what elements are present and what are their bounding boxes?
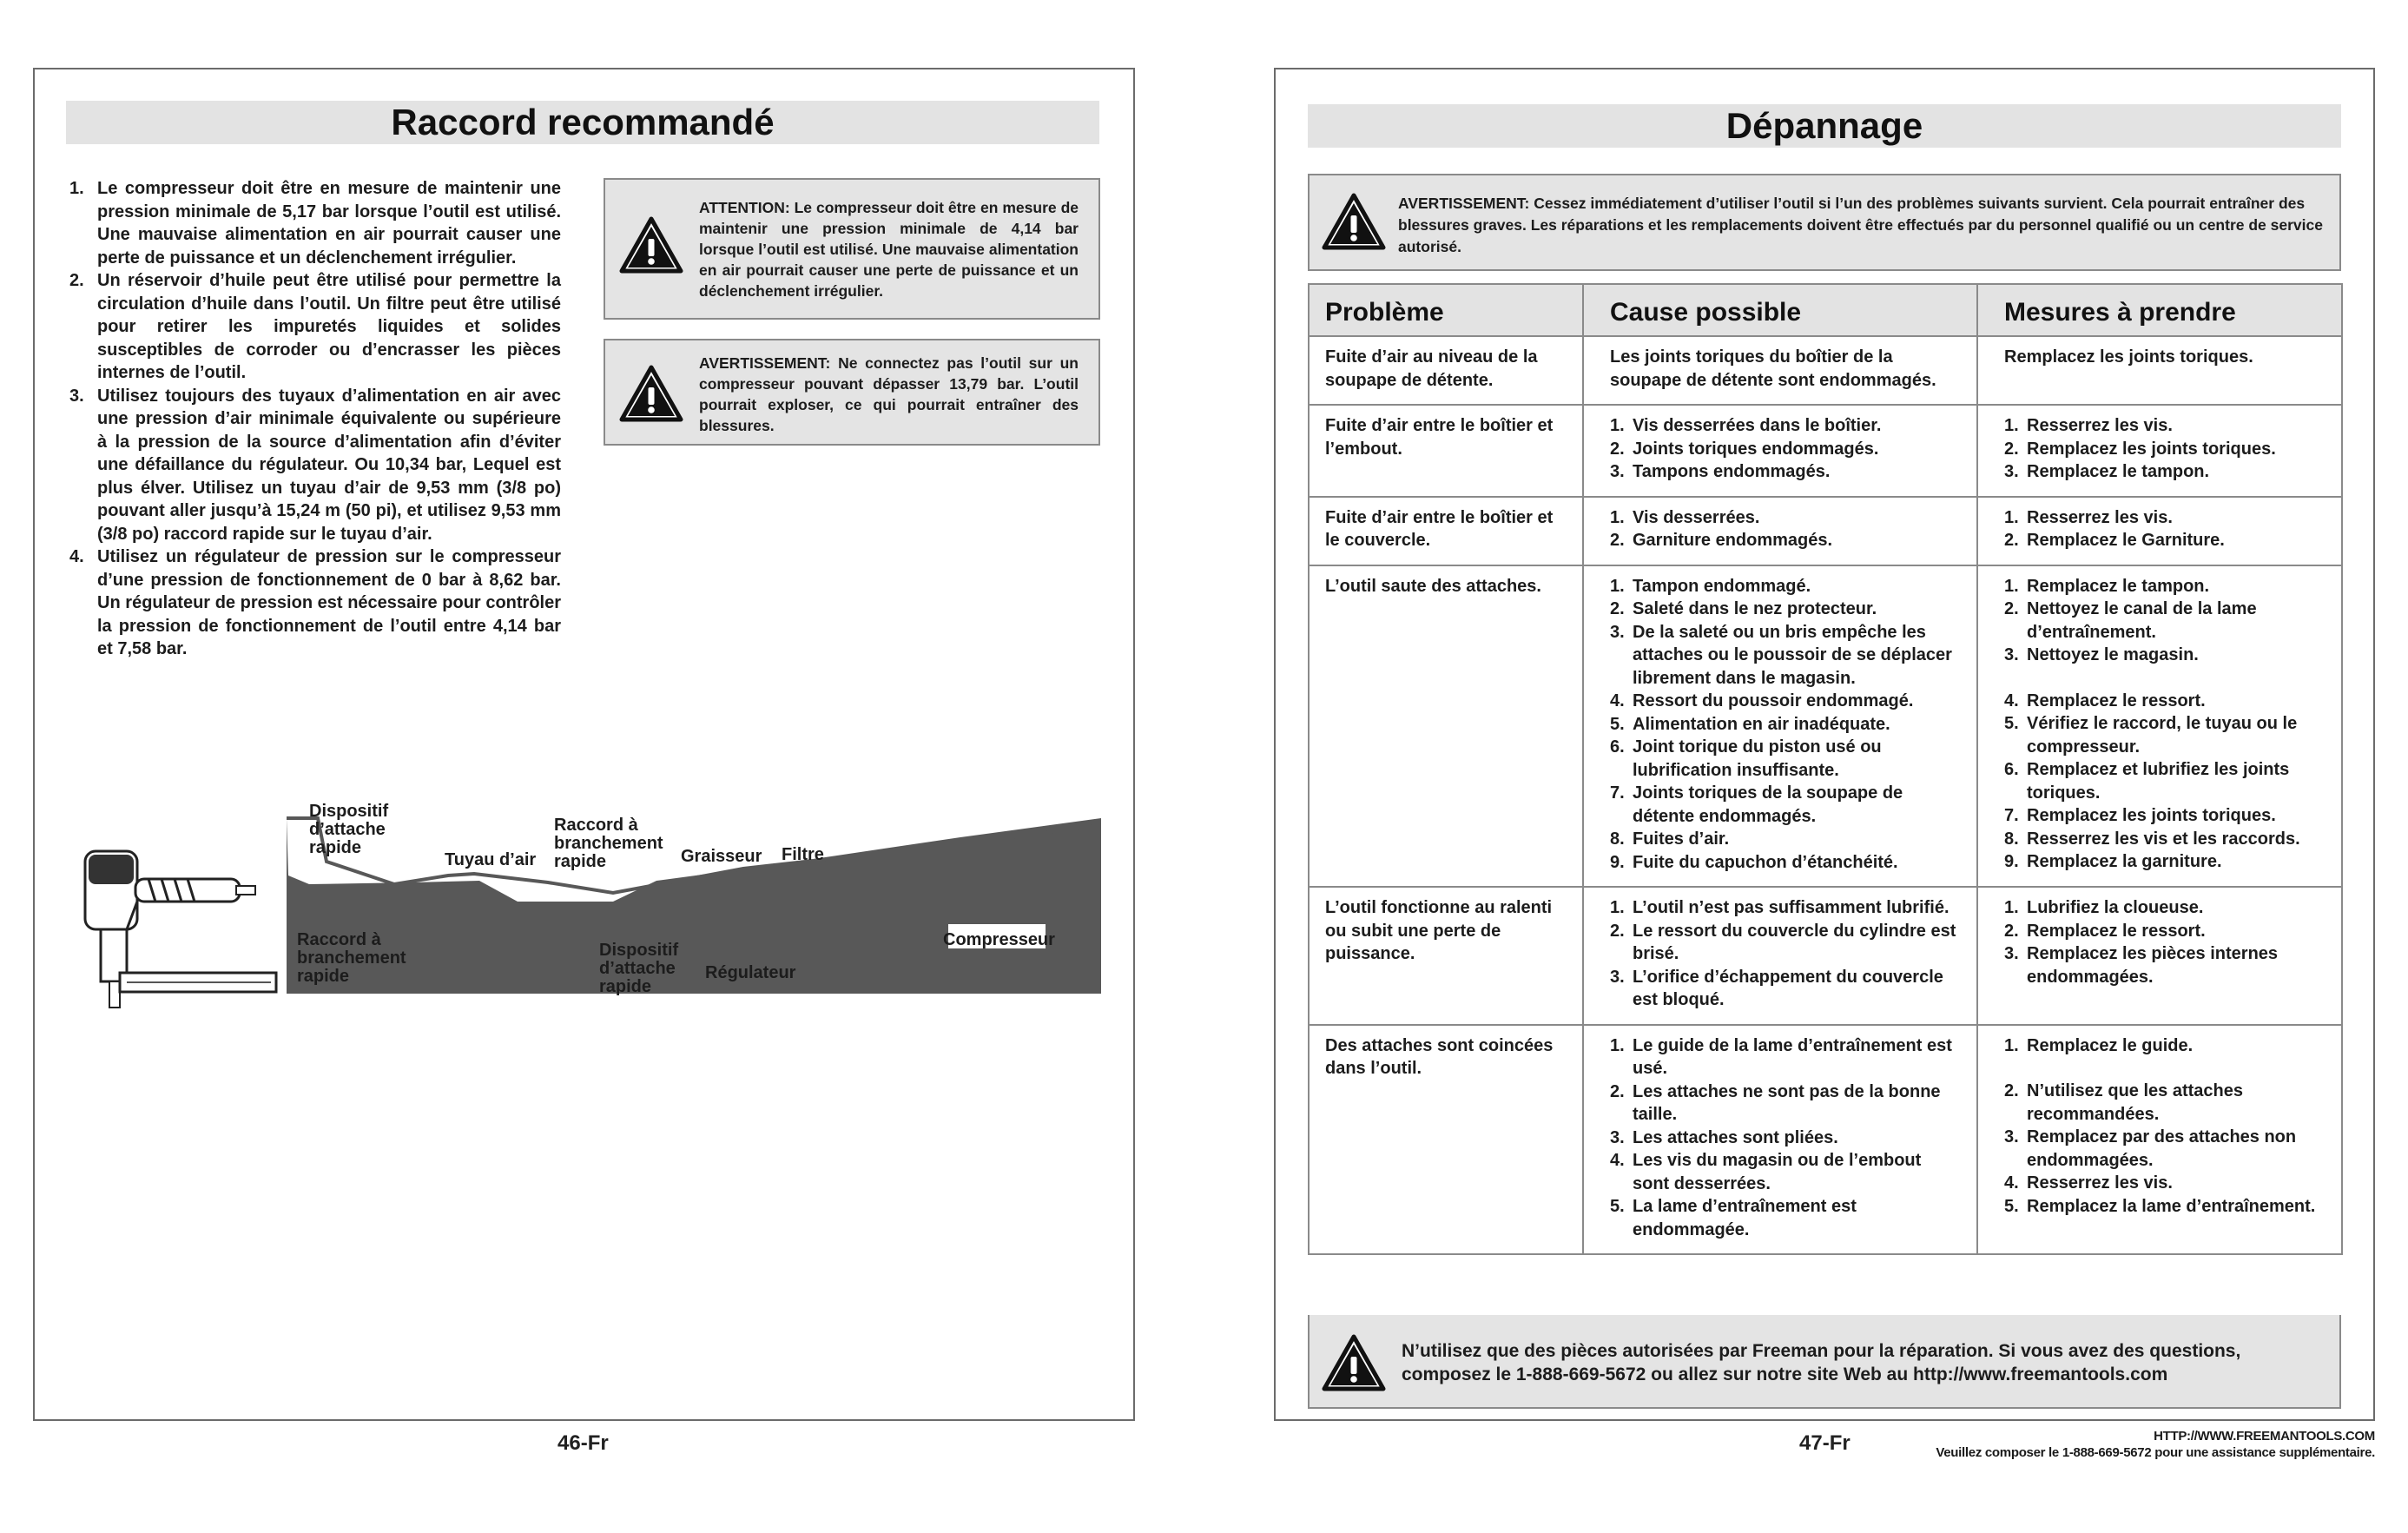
item-number: 1.: [2004, 576, 2019, 596]
troubleshooting-warning-box: [1308, 174, 2341, 271]
item-text: Les attaches sont pliées.: [1633, 1127, 1838, 1147]
problem-cell: Des attaches sont coincées dans l’outil.: [1309, 1025, 1583, 1255]
action-list: [2004, 575, 2326, 874]
item-text: Remplacez la lame d’entraînement.: [2027, 1196, 2316, 1216]
list-item: [2004, 506, 2326, 530]
authorized-parts-box: [1308, 1315, 2341, 1409]
list-item: [1610, 506, 1961, 530]
label-graisseur: Graisseur: [681, 847, 762, 866]
label-raccord-bottom: Raccord à branchement rapide: [297, 930, 406, 986]
item-number: 9.: [2004, 852, 2019, 871]
page-title-raccord: Raccord recommandé: [66, 101, 1099, 144]
item-number: 3.: [2004, 1127, 2019, 1146]
item-text: De la saleté ou un bris empêche les attaches ou le poussoir de se déplacer librement dans le magasin.: [1633, 622, 1952, 688]
item-number: 2.: [1610, 921, 1625, 941]
item-number: 1.: [1610, 898, 1625, 917]
item-text: Remplacez les pièces internes endommagées.: [2027, 944, 2279, 987]
action-list: [2004, 414, 2326, 484]
table-row: [1309, 565, 2342, 888]
table-row: [1309, 887, 2342, 1025]
list-item: [1610, 1080, 1961, 1127]
list-item: [1610, 1034, 1961, 1080]
list-item: [1610, 736, 1961, 782]
list-item: [1610, 438, 1961, 461]
list-item: [1610, 575, 1961, 598]
list-item: [2004, 1172, 2326, 1195]
item-text: Remplacez le ressort.: [2027, 691, 2206, 710]
item-text: Remplacez par des attaches non endommagées.: [2027, 1127, 2297, 1170]
problem-cell: L’outil fonctionne au ralenti ou subit une perte de puissance.: [1309, 887, 1583, 1025]
item-number: 6.: [2004, 760, 2019, 779]
list-item: [2004, 920, 2326, 943]
instructions-list: [69, 177, 561, 661]
item-text: La lame d’entraînement est endommagée.: [1633, 1197, 1857, 1239]
warning-triangle-icon: [619, 216, 683, 274]
problem-cell: Fuite d’air entre le boîtier et le couvercle.: [1309, 497, 1583, 565]
item-text: Remplacez le ressort.: [2027, 921, 2206, 941]
item-number: 1.: [1610, 576, 1625, 596]
item-text: Resserrez les vis.: [2027, 416, 2173, 435]
action-cell: [1977, 887, 2342, 1025]
item-text: Resserrez les vis.: [2027, 507, 2173, 527]
label-regulateur: Régulateur: [705, 963, 796, 982]
item-number: 3.: [2004, 645, 2019, 664]
list-item: [1610, 690, 1961, 713]
item-number: 5.: [1610, 1197, 1625, 1216]
action-cell: [1977, 497, 2342, 565]
item-number: 3.: [2004, 462, 2019, 481]
item-number: 2.: [1610, 599, 1625, 618]
item-number: 3.: [1610, 462, 1625, 481]
item-text: Saleté dans le nez protecteur.: [1633, 599, 1877, 618]
item-number: 2.: [2004, 921, 2019, 941]
header-cause: Cause possible: [1583, 284, 1977, 336]
problem-cell: L’outil saute des attaches.: [1309, 565, 1583, 888]
item-number: 5.: [2004, 714, 2019, 733]
avertissement-box: [604, 339, 1100, 446]
label-dispositif-attache-bottom: Dispositif d’attache rapide: [599, 941, 679, 996]
action-cell: [1977, 336, 2342, 405]
list-item: [1610, 414, 1961, 438]
list-item: [1610, 828, 1961, 851]
list-item: [2004, 758, 2326, 804]
action-list: [2004, 506, 2326, 552]
item-text: Nettoyez le magasin.: [2027, 645, 2199, 664]
header-probleme: Problème: [1309, 284, 1583, 336]
item-number: 5.: [1610, 714, 1625, 734]
item-text: Remplacez le tampon.: [2027, 462, 2210, 481]
label-raccord-top: Raccord à branchement rapide: [554, 816, 663, 871]
label-tuyau-air: Tuyau d’air: [445, 850, 537, 869]
item-number: 1.: [1610, 1035, 1625, 1055]
action-list: [2004, 896, 2326, 988]
item-text: Vis desserrées dans le boîtier.: [1633, 416, 1882, 435]
list-item: [2004, 828, 2326, 851]
cause-list: [1610, 414, 1961, 484]
item-number: 2.: [2004, 599, 2019, 618]
item-text: Lubrifiez la cloueuse.: [2027, 898, 2204, 917]
nailer-icon: [85, 851, 276, 1008]
item-number: 1.: [1610, 507, 1625, 527]
item-text: Garniture endommagés.: [1633, 531, 1833, 550]
cause-list: [1610, 1034, 1961, 1242]
list-item: [2004, 1126, 2326, 1172]
item-text: L’orifice d’échappement du couvercle est bloqué.: [1633, 967, 1943, 1009]
item-number: 2.: [1610, 1081, 1625, 1101]
list-item: [1610, 896, 1961, 920]
item-number: 1.: [2004, 898, 2019, 917]
item-text: Remplacez la garniture.: [2027, 852, 2222, 871]
warning-triangle-icon: [1322, 1334, 1386, 1391]
cause-list: [1610, 346, 1961, 392]
attention-text: ATTENTION: Le compresseur doit être en mesure de maintenir une pression minimale de 4,14 bar lorsque l’outil est utilisé. Une mauvaise alimentation en air pourrait causer une perte de puissance et un déclenchement irrégulier.: [699, 199, 1079, 300]
item-text: Remplacez les joints toriques.: [2027, 439, 2276, 459]
action-list: [2004, 346, 2326, 369]
item-number: 7.: [2004, 806, 2019, 825]
item-number: 4.: [1610, 1151, 1625, 1170]
header-mesures: Mesures à prendre: [1977, 284, 2342, 336]
item-number: 5.: [2004, 1196, 2019, 1216]
list-item: [2004, 690, 2326, 713]
item-number: 1.: [1610, 416, 1625, 435]
table-row: [1309, 497, 2342, 565]
item-number: 8.: [1610, 829, 1625, 849]
item-text: Remplacez le Garniture.: [2027, 531, 2225, 550]
item-number: 3.: [1610, 622, 1625, 642]
list-item: [2004, 460, 2326, 484]
item-text: Le ressort du couvercle du cylindre est brisé.: [1633, 921, 1956, 963]
instruction-item: 4. Utilisez un régulateur de pression sur le compresseur d’une pression de fonctionnement de 0 bar à 8,62 bar. Un régulateur de pression est nécessaire pour contrôler la pression de fonctionnement de l’outil entre 4,14 bar et 7,58 bar.: [69, 547, 561, 658]
authorized-parts-text: N’utilisez que des pièces autorisées par Freeman pour la réparation. Si vous avez des questions, composez le 1-888-669-5672 ou allez sur notre site Web au http://www.freemantools.com: [1402, 1341, 2241, 1384]
label-dispositif-attache-top: Dispositif d’attache rapide: [309, 802, 389, 857]
item-text: Remplacez le guide.: [2027, 1035, 2194, 1055]
item-text: Remplacez et lubrifiez les joints toriques.: [2027, 760, 2290, 803]
list-item: [1610, 598, 1961, 621]
list-item: [1610, 460, 1961, 484]
item-text: Resserrez les vis et les raccords.: [2027, 829, 2300, 849]
item-text: Les attaches ne sont pas de la bonne taille.: [1633, 1081, 1941, 1124]
footer-phone-note: Veuillez composer le 1-888-669-5672 pour une assistance supplémentaire.: [1936, 1445, 2375, 1460]
list-item: [1610, 346, 1961, 392]
item-number: 2.: [2004, 1081, 2019, 1100]
item-number: 3.: [1610, 1127, 1625, 1147]
item-number: 4.: [2004, 691, 2019, 710]
cause-cell: [1583, 497, 1977, 565]
item-text: Fuite du capuchon d’étanchéité.: [1633, 852, 1898, 872]
list-item: [2004, 896, 2326, 920]
troubleshooting-table: [1308, 283, 2343, 1255]
list-item: [1610, 1195, 1961, 1241]
instruction-item: 1. Le compresseur doit être en mesure de maintenir une pression minimale de 5,17 bar lorsque l’outil est utilisé. Une mauvaise alimentation en air pourrait causer une perte de puissance et un déclenchement irrégulier.: [69, 179, 561, 268]
list-item: [1610, 621, 1961, 691]
item-text: Remplacez les joints toriques.: [2027, 806, 2276, 825]
list-item: [2004, 644, 2326, 667]
page-title-depannage: Dépannage: [1308, 104, 2341, 148]
list-item: [1610, 966, 1961, 1012]
action-cell: [1977, 565, 2342, 888]
connection-diagram: [66, 799, 1101, 1060]
item-number: 2.: [2004, 531, 2019, 550]
item-text: Tampons endommagés.: [1633, 462, 1831, 481]
cause-cell: [1583, 405, 1977, 497]
table-row: [1309, 1025, 2342, 1255]
cause-list: [1610, 575, 1961, 875]
list-item: [2004, 598, 2326, 644]
action-list: [2004, 1034, 2326, 1219]
warning-triangle-icon: [619, 365, 683, 422]
item-number: 2.: [1610, 531, 1625, 550]
item-text: Joint torique du piston usé ou lubrification insuffisante.: [1633, 737, 1882, 780]
item-text: Les vis du magasin ou de l’embout sont desserrées.: [1633, 1151, 1922, 1193]
item-text: Joints toriques de la soupape de détente endommagés.: [1633, 783, 1903, 826]
list-item: [2004, 942, 2326, 988]
item-text: Les joints toriques du boîtier de la soupape de détente sont endommagés.: [1610, 347, 1936, 390]
list-item: [2004, 575, 2326, 598]
item-number: 1.: [2004, 416, 2019, 435]
list-item: [2004, 804, 2326, 828]
troubleshooting-warning-text: AVERTISSEMENT: Cessez immédiatement d’utiliser l’outil si l’un des problèmes suivants survient. Cela pourrait entraîner des blessures graves. Les réparations et les remplacements doivent être effectués par du personnel qualifié ou un centre de service autorisé.: [1398, 195, 2323, 255]
action-cell: [1977, 1025, 2342, 1255]
item-number: 3.: [2004, 944, 2019, 963]
list-item: [1610, 529, 1961, 552]
page-number-left: 46-Fr: [557, 1431, 609, 1455]
instruction-item: 3. Utilisez toujours des tuyaux d’alimentation en air avec une pression d’air minimale équivalente ou supérieure à la pression de la source d’alimentation afin d’éviter une défaillance du régulateur. Ou 10,34 bar, Lequel est plus élver. Utilisez un tuyau d’air de 9,53 mm (3/8 po) pouvant aller jusqu’à 15,24 m (50 pi), et utilisez 9,53 mm (3/8 po) raccord rapide sur le tuyau d’air.: [69, 386, 561, 544]
item-text: Tampon endommagé.: [1633, 576, 1811, 596]
attention-box: [604, 178, 1100, 320]
item-number: 2.: [2004, 439, 2019, 459]
cause-list: [1610, 896, 1961, 1012]
item-number: 4.: [1610, 691, 1625, 710]
item-text: Remplacez les joints toriques.: [2004, 347, 2253, 367]
item-number: 1.: [2004, 1035, 2019, 1055]
cause-cell: [1583, 565, 1977, 888]
list-item: [2004, 438, 2326, 461]
list-item: [2004, 414, 2326, 438]
list-item: [2004, 1034, 2326, 1058]
item-text: Fuites d’air.: [1633, 829, 1730, 849]
item-number: 1.: [2004, 507, 2019, 527]
item-number: 8.: [2004, 829, 2019, 849]
problem-cell: Fuite d’air entre le boîtier et l’embout.: [1309, 405, 1583, 497]
item-number: 9.: [1610, 852, 1625, 872]
list-item: [1610, 920, 1961, 966]
list-item: [2004, 1195, 2326, 1219]
item-text: Vérifiez le raccord, le tuyau ou le compresseur.: [2027, 714, 2298, 757]
label-filtre: Filtre: [782, 845, 824, 864]
table-header-row: [1309, 284, 2342, 336]
page-number-right: 47-Fr: [1799, 1431, 1851, 1455]
item-number: 3.: [1610, 967, 1625, 987]
list-item: [1610, 782, 1961, 828]
action-cell: [1977, 405, 2342, 497]
table-row: [1309, 336, 2342, 405]
list-item: [2004, 850, 2326, 874]
warning-triangle-icon: [1322, 193, 1386, 250]
item-text: Joints toriques endommagés.: [1633, 439, 1879, 459]
item-text: Vis desserrées.: [1633, 507, 1760, 527]
instruction-item: 2. Un réservoir d’huile peut être utilisé pour permettre la circulation d’huile dans l’outil. Un filtre peut être utilisé pour retirer les impuretés liquides et solides susceptibles de corroder ou d’encrasser les pièces internes de l’outil.: [69, 271, 561, 382]
cause-list: [1610, 506, 1961, 552]
item-text: Le guide de la lame d’entraînement est usé.: [1633, 1035, 1952, 1078]
list-item: [1610, 851, 1961, 875]
list-item: [1610, 1149, 1961, 1195]
cause-cell: [1583, 887, 1977, 1025]
item-number: 4.: [2004, 1173, 2019, 1193]
item-text: Resserrez les vis.: [2027, 1173, 2173, 1193]
item-number: 2.: [1610, 439, 1625, 459]
list-item: [1610, 1127, 1961, 1150]
label-compresseur: Compresseur: [943, 930, 1055, 949]
item-number: 7.: [1610, 783, 1625, 803]
item-text: N’utilisez que les attaches recommandées.: [2027, 1081, 2243, 1124]
item-text: Alimentation en air inadéquate.: [1633, 714, 1890, 734]
list-item: [2004, 346, 2326, 369]
table-row: [1309, 405, 2342, 497]
footer-website: HTTP://WWW.FREEMANTOOLS.COM: [2154, 1429, 2375, 1444]
problem-cell: Fuite d’air au niveau de la soupape de détente.: [1309, 336, 1583, 405]
list-item: [2004, 712, 2326, 758]
avertissement-text: AVERTISSEMENT: Ne connectez pas l’outil sur un compresseur pouvant dépasser 13,79 bar. L’outil pourrait exploser, ce qui pourrait entraîner des blessures.: [699, 354, 1079, 434]
item-text: L’outil n’est pas suffisamment lubrifié.: [1633, 898, 1949, 917]
list-item: [2004, 1080, 2326, 1126]
item-text: Nettoyez le canal de la lame d’entraînement.: [2027, 599, 2257, 642]
list-item: [2004, 529, 2326, 552]
cause-cell: [1583, 1025, 1977, 1255]
list-item: [1610, 713, 1961, 737]
item-number: 6.: [1610, 737, 1625, 757]
item-text: Remplacez le tampon.: [2027, 576, 2210, 596]
cause-cell: [1583, 336, 1977, 405]
item-text: Ressort du poussoir endommagé.: [1633, 691, 1914, 710]
